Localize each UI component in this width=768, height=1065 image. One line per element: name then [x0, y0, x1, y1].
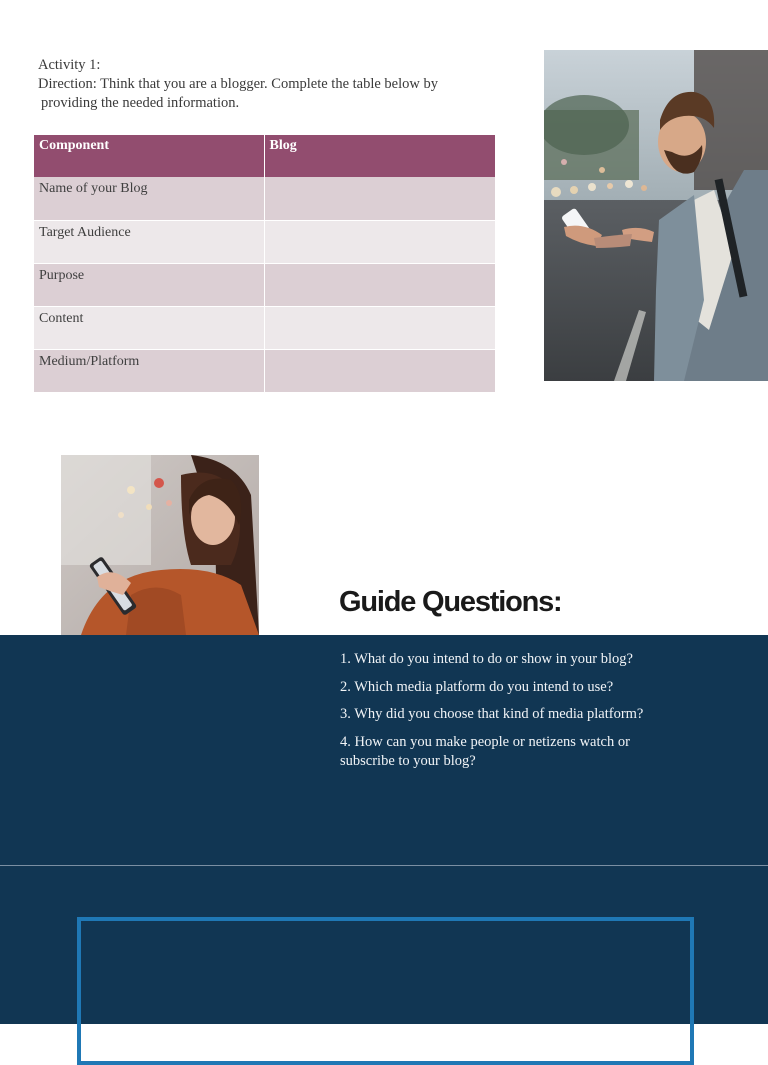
- direction-line-2: providing the needed information.: [41, 95, 240, 111]
- table-row: [34, 177, 495, 220]
- table-row: [34, 349, 495, 392]
- activity-instructions: [38, 56, 508, 113]
- header-blog: Blog: [264, 135, 495, 177]
- guide-question: 1. What do you intend to do or show in your blog?: [340, 651, 633, 667]
- guide-question: 2. Which media platform do you intend to use?: [340, 678, 614, 695]
- table-header-row: [34, 135, 495, 177]
- component-cell: Target Audience: [34, 220, 264, 263]
- table-row: [34, 220, 495, 263]
- component-cell: Medium/Platform: [34, 349, 264, 392]
- table-row: [34, 306, 495, 349]
- component-cell: Name of your Blog: [34, 177, 264, 220]
- woman-with-phone-photo: [61, 455, 259, 635]
- component-cell: Purpose: [34, 263, 264, 306]
- guide-question: 3. Why did you choose that kind of media platform?: [340, 706, 644, 722]
- guide-questions-list: [340, 650, 658, 780]
- guide-question: 4. How can you make people or netizens watch or subscribe to your blog?: [340, 733, 630, 769]
- guide-questions-title: Guide Questions:: [339, 586, 562, 618]
- blog-answer-cell[interactable]: [264, 306, 495, 349]
- direction-line-1: Direction: Think that you are a blogger. Complete the table below by: [38, 76, 438, 92]
- outlined-frame: [77, 917, 694, 1065]
- component-cell: Content: [34, 306, 264, 349]
- blog-answer-cell[interactable]: [264, 177, 495, 220]
- table-row: [34, 263, 495, 306]
- activity-table: [34, 135, 495, 392]
- activity-title: Activity 1:: [38, 57, 101, 73]
- blog-answer-cell[interactable]: [264, 220, 495, 263]
- blog-answer-cell[interactable]: [264, 263, 495, 306]
- header-component: Component: [34, 135, 264, 177]
- man-with-phone-photo: [544, 50, 768, 381]
- section-divider: [0, 865, 768, 866]
- blog-answer-cell[interactable]: [264, 349, 495, 392]
